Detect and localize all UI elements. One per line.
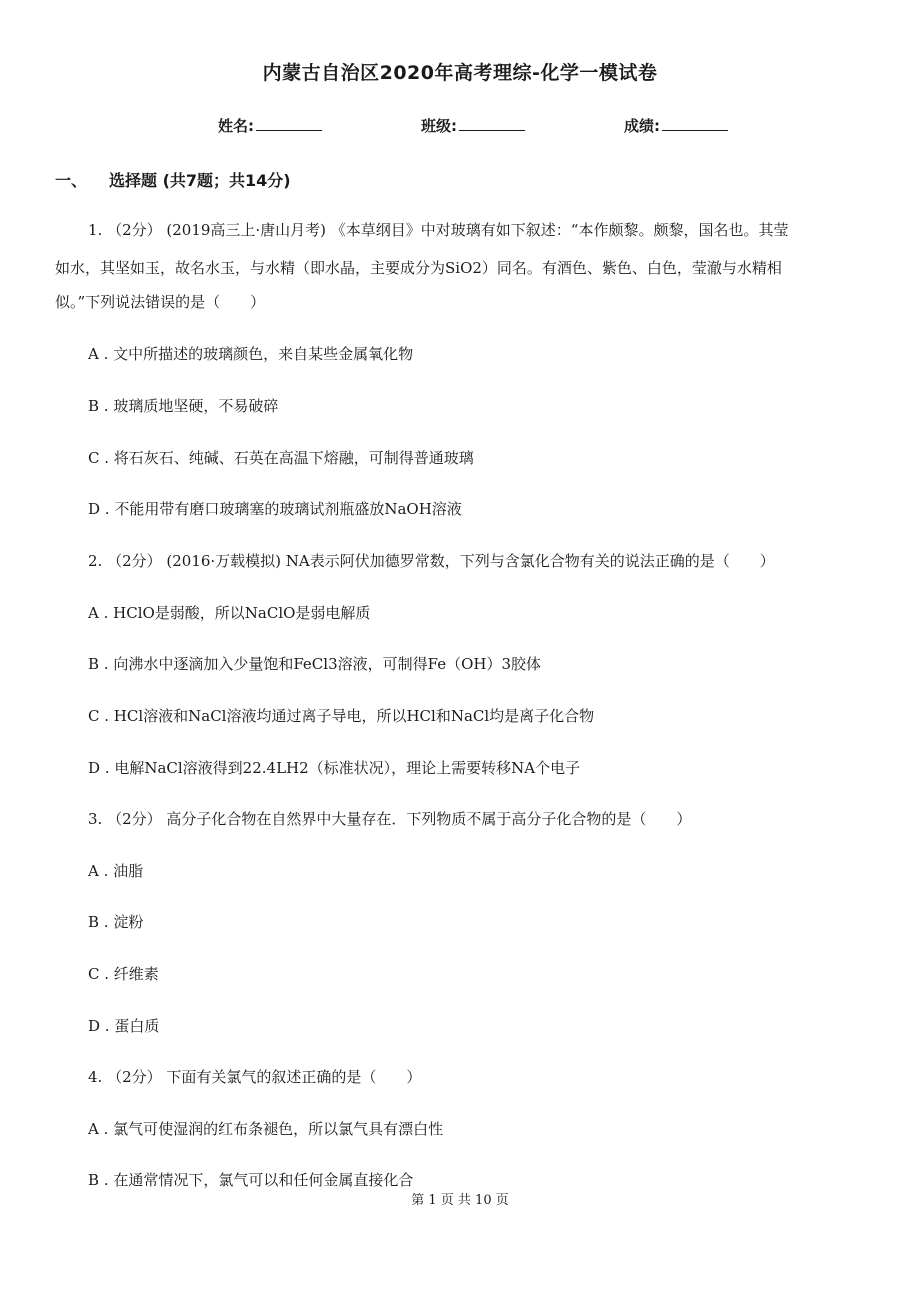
question-3-option-d: D . 蛋白质 [88,1017,160,1035]
name-label: 姓名: [218,117,254,135]
question-2-option-a: A . HClO是弱酸，所以NaClO是弱电解质 [88,604,371,622]
student-info-row [0,114,920,138]
question-2-option-d: D . 电解NaCl溶液得到22.4LH2（标准状况），理论上需要转移NA个电子 [88,759,581,777]
question-3-option-a: A . 油脂 [88,862,144,880]
question-1-line-3: 似。”下列说法错误的是（ ） [55,293,266,311]
question-4-line-1: 4. （2分） 下面有关氯气的叙述正确的是（ ） [88,1068,422,1086]
question-1-option-d: D . 不能用带有磨口玻璃塞的玻璃试剂瓶盛放NaOH溶液 [88,500,462,518]
page-footer: 第 1 页 共 10 页 [411,1193,509,1208]
name-blank [256,114,322,131]
question-3-option-c: C . 纤维素 [88,965,159,983]
score-label: 成绩: [624,117,660,135]
question-1-line-1: 1. （2分） (2019高三上·唐山月考) 《本草纲目》中对玻璃有如下叙述：“本作颇黎。颇黎，国名也。其莹 [88,221,789,239]
question-1-line-2: 如水，其坚如玉，故名水玉，与水精（即水晶，主要成分为SiO2）同名。有酒色、紫色、白色，莹澈与水精相 [55,259,782,277]
section-title: 选择题 (共7题；共14分) [109,171,291,190]
name-field [218,114,322,136]
score-blank [662,114,728,131]
section-heading [55,168,291,191]
question-2-option-b: B . 向沸水中逐滴加入少量饱和FeCl3溶液，可制得Fe（OH）3胶体 [88,655,541,673]
question-2-option-c: C . HCl溶液和NaCl溶液均通过离子导电，所以HCl和NaCl均是离子化合物 [88,707,595,725]
question-1-option-a: A . 文中所描述的玻璃颜色，来自某些金属氧化物 [88,345,414,363]
question-1-option-c: C . 将石灰石、纯碱、石英在高温下熔融，可制得普通玻璃 [88,449,474,467]
question-3-option-b: B . 淀粉 [88,913,144,931]
class-blank [459,114,525,131]
score-field [624,114,728,136]
question-4-option-b: B . 在通常情况下，氯气可以和任何金属直接化合 [88,1171,414,1189]
section-number: 一、 [55,171,88,190]
page-title: 内蒙古自治区2020年高考理综-化学一模试卷 [262,62,658,84]
question-4-option-a: A . 氯气可使湿润的红布条褪色，所以氯气具有漂白性 [88,1120,444,1138]
class-label: 班级: [421,117,457,135]
question-3-line-1: 3. （2分） 高分子化合物在自然界中大量存在．下列物质不属于高分子化合物的是（ ） [88,810,692,828]
question-2-line-1: 2. （2分） (2016·万载模拟) NA表示阿伏加德罗常数，下列与含氯化合物有关的说法正确的是（ ） [88,552,775,570]
class-field [421,114,525,136]
question-1-option-b: B . 玻璃质地坚硬，不易破碎 [88,397,279,415]
